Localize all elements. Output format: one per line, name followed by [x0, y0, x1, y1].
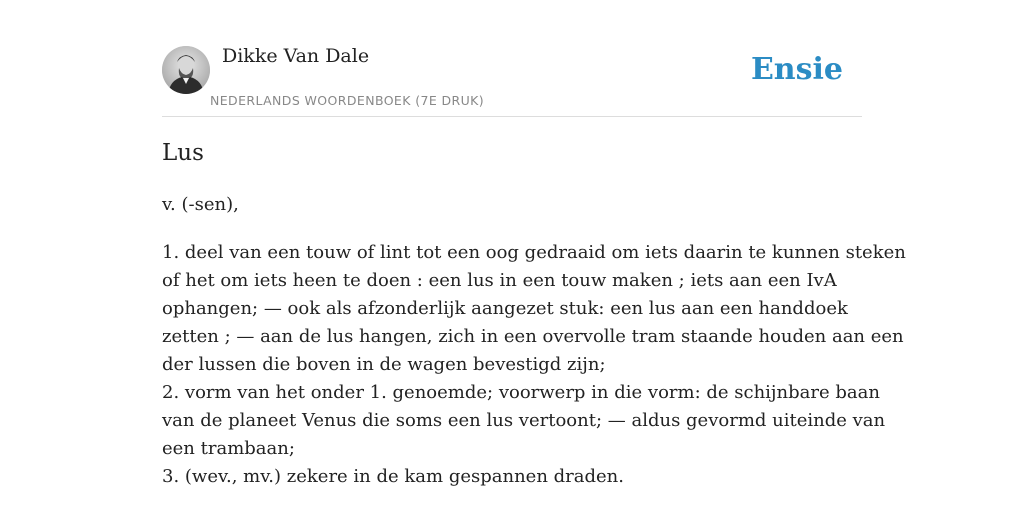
page-container — [162, 0, 906, 487]
dictionary-subtitle: NEDERLANDS WOORDENBOEK (7E DRUK) — [210, 93, 485, 108]
definition-line: 1. deel van een touw of lint tot een oog gedraaid om iets daarin te kunnen steken — [162, 242, 906, 263]
definition-line: 3. (wev., mv.) zekere in de kam gespannen draden. — [162, 466, 624, 487]
definition-line: of het om iets heen te doen : een lus in een touw maken ; iets aan een IvA — [162, 270, 837, 291]
definition-line: een trambaan; — [162, 438, 295, 459]
portrait-photo-icon — [162, 46, 210, 94]
ensie-logo[interactable]: Ensie — [750, 52, 843, 87]
definition-line: zetten ; — aan de lus hangen, zich in een overvolle tram staande houden aan een — [162, 326, 904, 347]
definition-line: ophangen; — ook als afzonderlijk aangezet stuk: een lus aan een handdoek — [162, 298, 848, 319]
author-name[interactable]: Dikke Van Dale — [222, 45, 370, 67]
entry-title: Lus — [162, 140, 204, 166]
header — [162, 0, 862, 117]
author-avatar[interactable] — [162, 46, 210, 94]
grammar-info: v. (-sen), — [162, 194, 239, 215]
definition-line: 2. vorm van het onder 1. genoemde; voorwerp in die vorm: de schijnbare baan — [162, 382, 880, 403]
definition-line: van de planeet Venus die soms een lus vertoont; — aldus gevormd uiteinde van — [162, 410, 886, 431]
definition-line: der lussen die boven in de wagen bevestigd zijn; — [162, 354, 606, 375]
definition-text — [162, 239, 906, 491]
